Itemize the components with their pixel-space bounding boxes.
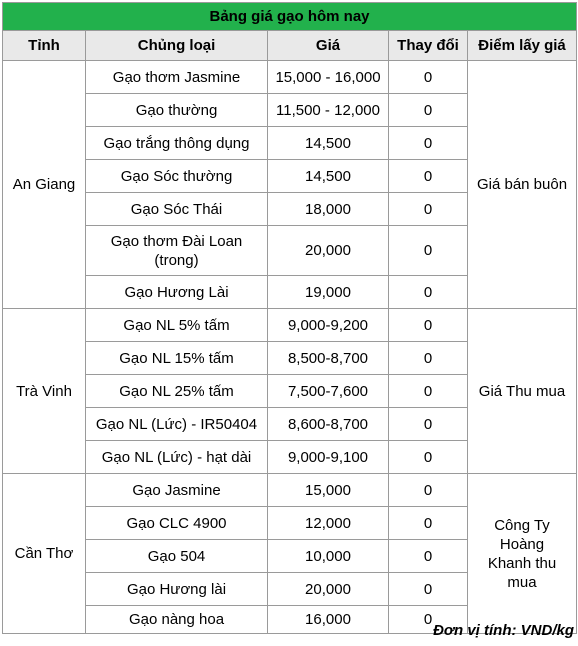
province-cell: Trà Vinh: [3, 309, 86, 474]
change-cell: 0: [389, 226, 468, 276]
price-cell: 7,500-7,600: [268, 375, 389, 408]
change-cell: 0: [389, 375, 468, 408]
rice-type-cell: Gạo Sóc thường: [86, 160, 268, 193]
rice-type-cell: Gạo Jasmine: [86, 474, 268, 507]
price-point-cell: Giá bán buôn: [468, 61, 577, 309]
rice-type-cell: Gạo Sóc Thái: [86, 193, 268, 226]
price-point-cell: Giá Thu mua: [468, 309, 577, 474]
rice-type-cell: Gạo 504: [86, 540, 268, 573]
province-cell: An Giang: [3, 61, 86, 309]
price-cell: 20,000: [268, 226, 389, 276]
rice-type-cell: Gạo NL 5% tấm: [86, 309, 268, 342]
price-cell: 12,000: [268, 507, 389, 540]
header-change: Thay đổi: [389, 31, 468, 61]
rice-type-cell: Gạo thường: [86, 94, 268, 127]
rice-type-cell: Gạo Hương lài: [86, 573, 268, 606]
rice-type-cell: Gạo thơm Jasmine: [86, 61, 268, 94]
change-cell: 0: [389, 342, 468, 375]
price-cell: 20,000: [268, 573, 389, 606]
price-cell: 18,000: [268, 193, 389, 226]
change-cell: 0: [389, 61, 468, 94]
price-cell: 9,000-9,100: [268, 441, 389, 474]
rice-type-cell: Gạo NL (Lức) - hạt dài: [86, 441, 268, 474]
price-cell: 14,500: [268, 160, 389, 193]
change-cell: 0: [389, 606, 468, 634]
unit-footnote: Đơn vị tính: VND/kg: [433, 622, 574, 639]
change-cell: 0: [389, 193, 468, 226]
change-cell: 0: [389, 309, 468, 342]
rice-type-cell: Gạo Hương Lài: [86, 276, 268, 309]
change-cell: 0: [389, 160, 468, 193]
change-cell: 0: [389, 573, 468, 606]
header-price: Giá: [268, 31, 389, 61]
change-cell: 0: [389, 441, 468, 474]
rice-type-cell: Gạo NL 15% tấm: [86, 342, 268, 375]
change-cell: 0: [389, 408, 468, 441]
price-point-cell: Công Ty Hoàng Khanh thu mua: [468, 474, 577, 634]
rice-type-cell: Gạo NL 25% tấm: [86, 375, 268, 408]
change-cell: 0: [389, 94, 468, 127]
title-row: [3, 3, 577, 31]
table-row: [3, 309, 577, 342]
header-province: Tỉnh: [3, 31, 86, 61]
rice-price-table: [2, 2, 577, 634]
table-row: [3, 474, 577, 507]
change-cell: 0: [389, 474, 468, 507]
price-cell: 14,500: [268, 127, 389, 160]
price-cell: 15,000 - 16,000: [268, 61, 389, 94]
price-cell: 16,000: [268, 606, 389, 634]
table-body: [3, 3, 577, 634]
change-cell: 0: [389, 127, 468, 160]
rice-type-cell: Gạo CLC 4900: [86, 507, 268, 540]
rice-type-cell: Gạo NL (Lức) - IR50404: [86, 408, 268, 441]
table-row: [3, 61, 577, 94]
price-cell: 10,000: [268, 540, 389, 573]
table-title: Bảng giá gạo hôm nay: [3, 3, 577, 31]
rice-type-cell: Gạo nàng hoa: [86, 606, 268, 634]
province-cell: Cần Thơ: [3, 474, 86, 634]
change-cell: 0: [389, 540, 468, 573]
change-cell: 0: [389, 507, 468, 540]
price-cell: 8,500-8,700: [268, 342, 389, 375]
price-cell: 15,000: [268, 474, 389, 507]
price-cell: 8,600-8,700: [268, 408, 389, 441]
header-point: Điểm lấy giá: [468, 31, 577, 61]
header-row: [3, 31, 577, 61]
price-cell: 11,500 - 12,000: [268, 94, 389, 127]
header-type: Chủng loại: [86, 31, 268, 61]
rice-type-cell: Gạo trắng thông dụng: [86, 127, 268, 160]
rice-type-cell: Gạo thơm Đài Loan (trong): [86, 226, 268, 276]
price-cell: 19,000: [268, 276, 389, 309]
price-cell: 9,000-9,200: [268, 309, 389, 342]
change-cell: 0: [389, 276, 468, 309]
